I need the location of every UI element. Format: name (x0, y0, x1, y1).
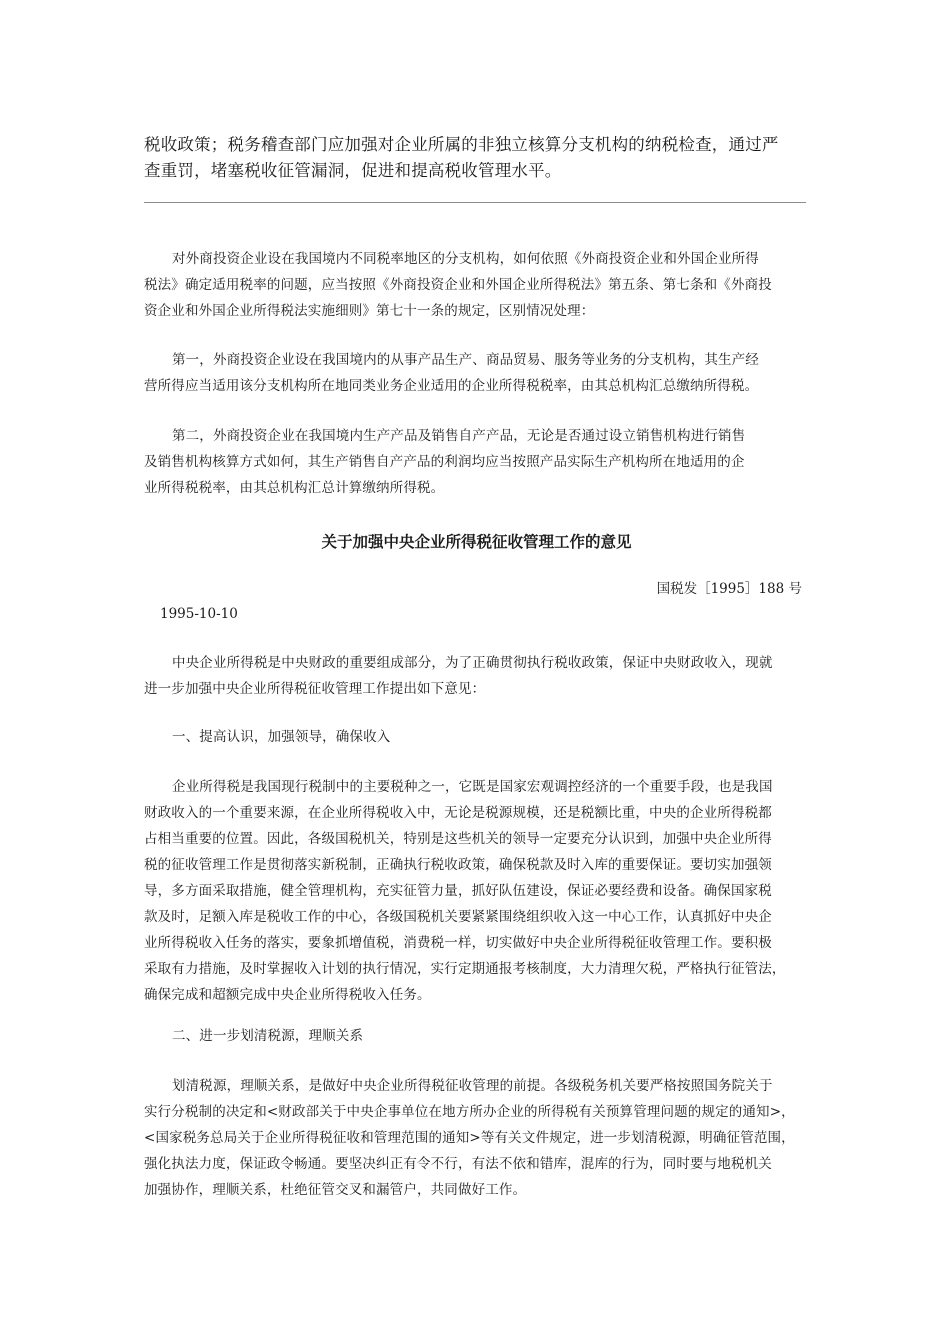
text-line: 企业所得税是我国现行税制中的主要税种之一，它既是国家宏观调控经济的一个重要手段，也是我国 (172, 779, 773, 795)
text-line: 采取有力措施，及时掌握收入计划的执行情况，实行定期通报考核制度，大力清理欠税，严格执行征管法， (144, 961, 786, 977)
document-number: 国税发［1995］188 号 (656, 581, 802, 597)
point-one-paragraph (144, 347, 809, 399)
text-line: 对外商投资企业设在我国境内不同税率地区的分支机构，如何依照《外商投资企业和外国企业所得 (172, 251, 759, 267)
heading-text: 二、进一步划清税源，理顺关系 (172, 1028, 364, 1044)
text-line: 进一步加强中央企业所得税征收管理工作提出如下意见： (144, 681, 486, 697)
text-line: 及销售机构核算方式如何，其生产销售自产产品的利润均应当按照产品实际生产机构所在地适用的企 (144, 454, 745, 470)
text-line: 款及时，足额入库是税收工作的中心，各级国税机关要紧紧围绕组织收入这一中心工作，认真抓好中央企 (144, 909, 772, 925)
text-line: 财政收入的一个重要来源，在企业所得税收入中，无论是税源规模，还是税额比重，中央的企业所得税都 (144, 805, 772, 821)
text-line: 实行分税制的决定和<财政部关于中央企事单位在地方所办企业的所得税有关预算管理问题的规定的通知>， (144, 1104, 795, 1120)
text-line: 第一，外商投资企业设在我国境内的从事产品生产、商品贸易、服务等业务的分支机构，其生产经 (172, 352, 759, 368)
section-2-paragraph (144, 1073, 809, 1203)
text-line: 税法》确定适用税率的问题，应当按照《外商投资企业和外国企业所得税法》第五条、第七条和《外商投 (144, 277, 772, 293)
section-divider (144, 202, 806, 203)
text-line: 业所得税税率，由其总机构汇总计算缴纳所得税。 (144, 480, 445, 496)
text-line: 导，多方面采取措施，健全管理机构，充实征管力量，抓好队伍建设，保证必要经费和设备。确保国家税 (144, 883, 772, 899)
continued-paragraph (144, 132, 809, 184)
document-date: 1995-10-10 (160, 606, 238, 622)
section-heading-2 (144, 1023, 809, 1049)
foreign-investment-intro (144, 246, 809, 324)
text-line: 业所得税收入任务的落实，要象抓增值税，消费税一样，切实做好中央企业所得税征收管理工作。要积极 (144, 935, 772, 951)
continued-line-1: 税收政策；税务稽查部门应加强对企业所属的非独立核算分支机构的纳税检查，通过严 (144, 135, 779, 154)
text-line: 确保完成和超额完成中央企业所得税收入任务。 (144, 987, 431, 1003)
section-heading-1 (144, 724, 809, 750)
text-line: 占相当重要的位置。因此，各级国税机关，特别是这些机关的领导一定要充分认识到，加强中央企业所得 (144, 831, 772, 847)
text-line: <国家税务总局关于企业所得税征收和管理范围的通知>等有关文件规定，进一步划清税源，明确征管范围， (144, 1130, 795, 1146)
text-line: 加强协作，理顺关系，杜绝征管交叉和漏管户，共同做好工作。 (144, 1182, 527, 1198)
text-line: 资企业和外国企业所得税法实施细则》第七十一条的规定，区别情况处理： (144, 303, 595, 319)
text-line: 第二，外商投资企业在我国境内生产产品及销售自产产品，无论是否通过设立销售机构进行销售 (172, 428, 746, 444)
text-line: 中央企业所得税是中央财政的重要组成部分，为了正确贯彻执行税收政策，保证中央财政收入，现就 (172, 655, 773, 671)
heading-text: 一、提高认识，加强领导，确保收入 (172, 729, 391, 745)
point-two-paragraph (144, 423, 809, 501)
section-1-paragraph (144, 774, 809, 1008)
text-line: 营所得应当适用该分支机构所在地同类业务企业适用的企业所得税税率，由其总机构汇总缴纳所得税。 (144, 378, 759, 394)
continued-line-2: 查重罚，堵塞税收征管漏洞，促进和提高税收管理水平。 (144, 161, 562, 180)
text-line: 划清税源，理顺关系，是做好中央企业所得税征收管理的前提。各级税务机关要严格按照国务院关于 (172, 1078, 773, 1094)
document-title: 关于加强中央企业所得税征收管理工作的意见 (321, 533, 632, 551)
document-intro (144, 650, 809, 702)
text-line: 税的征收管理工作是贯彻落实新税制，正确执行税收政策，确保税款及时入库的重要保证。要切实加强领 (144, 857, 772, 873)
text-line: 强化执法力度，保证政令畅通。要坚决纠正有令不行，有法不依和错库，混库的行为，同时要与地税机关 (144, 1156, 772, 1172)
